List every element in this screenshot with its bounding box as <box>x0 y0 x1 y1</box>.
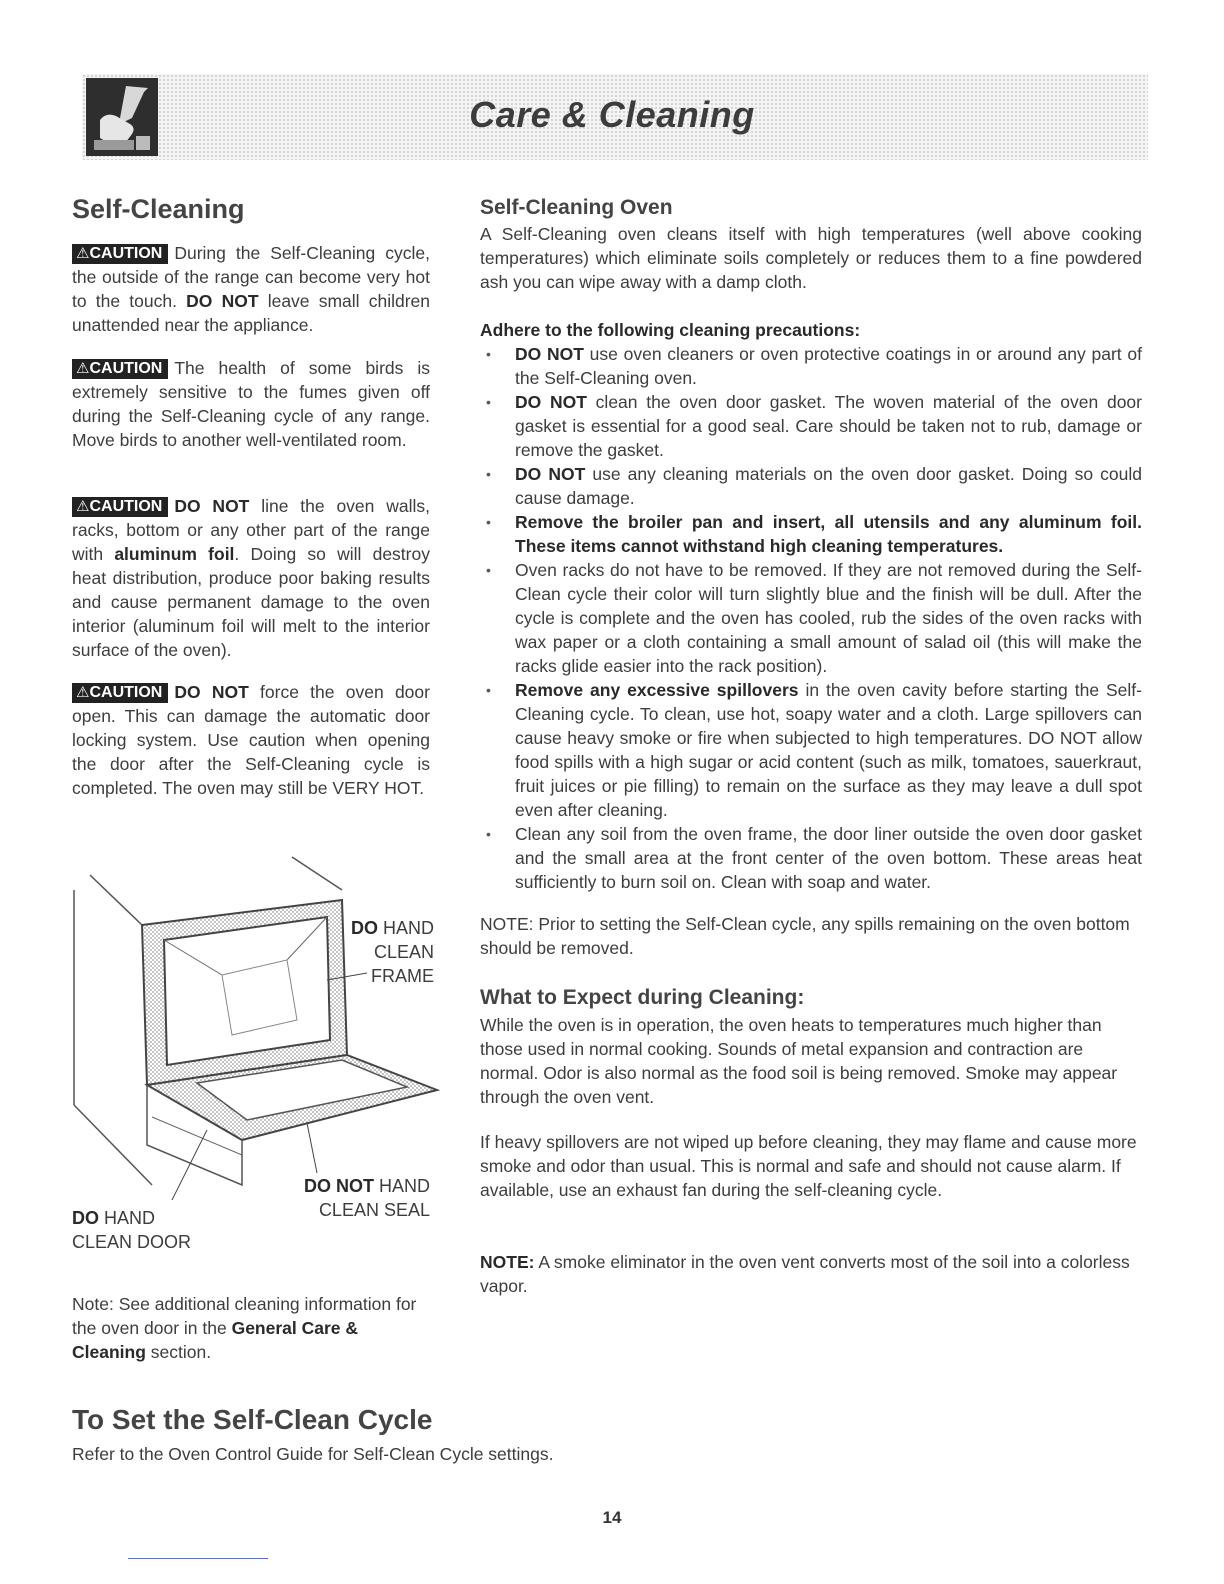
list-item: • Clean any soil from the oven frame, the door liner outside the oven door gasket and the small area at the front center of the oven bottom. These areas heat sufficiently to burn soil on. Clean with soap and water. <box>480 822 1142 894</box>
precautions-list <box>480 342 1142 894</box>
oven-door-diagram <box>72 855 442 1200</box>
self-cleaning-heading: Self-Cleaning <box>72 194 245 224</box>
set-self-clean-heading: To Set the Self-Clean Cycle <box>72 1404 433 1435</box>
set-self-clean-text: Refer to the Oven Control Guide for Self-Clean Cycle settings. <box>72 1444 554 1464</box>
list-item: • DO NOT use oven cleaners or oven protective coatings in or around any part of the Self-Cleaning oven. <box>480 342 1142 390</box>
label-hand-clean-frame: DO HAND CLEAN FRAME <box>350 918 434 986</box>
caution-paragraph-4: ⚠CAUTION DO NOT force the oven door open. This can damage the automatic door locking system. Use caution when opening the door after the Self-Cleaning cycle is completed. The oven may still be VERY HOT. <box>72 682 430 798</box>
label-do-not-clean-seal: DO NOT HAND CLEAN SEAL <box>303 1176 430 1220</box>
caution-badge: ⚠CAUTION <box>72 359 168 379</box>
list-item: • Oven racks do not have to be removed. If they are not removed during the Self-Clean cycle their color will turn slightly blue and the finish will be dull. After the cycle is complete and the oven has cooled, rub the sides of the oven racks with wax paper or a cloth containing a small amount of salad oil (this will make the racks glide easier into the rack position). <box>480 558 1142 678</box>
what-to-expect-heading: What to Expect during Cleaning: <box>480 986 805 1009</box>
caution-paragraph-2: ⚠CAUTION The health of some birds is extremely sensitive to the fumes given off during the Self-Cleaning cycle of any range. Move birds to another well-ventilated room. <box>72 358 430 450</box>
note-spills: NOTE: Prior to setting the Self-Clean cycle, any spills remaining on the oven bottom should be removed. <box>480 914 1130 958</box>
footer-rule <box>128 1558 268 1559</box>
warning-triangle-icon: ⚠ <box>76 360 90 377</box>
list-item: • Remove any excessive spillovers in the oven cavity before starting the Self-Cleaning cycle. To clean, use hot, soapy water and a cloth. Large spillovers can cause heavy smoke or fire when subjected to high temperatures. DO NOT allow food spills with a high sugar or acid content (such as milk, tomatoes, sauerkraut, fruit juices or pie filling) to remain on the surface as they may leave a dull spot even after cleaning. <box>480 678 1142 822</box>
warning-triangle-icon: ⚠ <box>76 684 90 701</box>
expect-paragraph-1: While the oven is in operation, the oven heats to temperatures much higher than those used in normal cooking. Sounds of metal expansion and contraction are normal. Odor is also normal as the food soil is being removed. Smoke may appear through the oven vent. <box>480 1015 1118 1107</box>
caution-paragraph-3: ⚠CAUTION DO NOT line the oven walls, racks, bottom or any other part of the range with aluminum foil. Doing so will destroy heat distribution, produce poor baking results and cause permanent damage to the oven interior (aluminum foil will melt to the interior surface of the oven). <box>72 496 430 660</box>
caution-badge: ⚠CAUTION <box>72 683 168 703</box>
label-hand-clean-door: DO HAND CLEAN DOOR <box>72 1208 192 1252</box>
precautions-heading: Adhere to the following cleaning precautions: <box>480 320 861 340</box>
expect-paragraph-2: If heavy spillovers are not wiped up before cleaning, they may flame and cause more smoke and odor than usual. This is normal and safe and should not cause alarm. If available, use an exhaust fan during the self-cleaning cycle. <box>480 1132 1137 1200</box>
page-number: 14 <box>602 1508 622 1527</box>
note-smoke-eliminator: NOTE: A smoke eliminator in the oven vent converts most of the soil into a colorless vapor. <box>480 1252 1130 1296</box>
list-item: • Remove the broiler pan and insert, all utensils and any aluminum foil. These items cannot withstand high cleaning temperatures. <box>480 510 1142 558</box>
intro-paragraph: A Self-Cleaning oven cleans itself with high temperatures (well above cooking temperatures) which eliminate soils completely or reduces them to a fine powdered ash you can wipe away with a damp cloth. <box>480 224 1142 292</box>
warning-triangle-icon: ⚠ <box>76 498 90 515</box>
page-title: Care & Cleaning <box>469 94 755 135</box>
oven-door-note: Note: See additional cleaning information for the oven door in the General Care & Cleaning section. <box>72 1294 417 1362</box>
warning-triangle-icon: ⚠ <box>76 245 90 262</box>
list-item: • DO NOT clean the oven door gasket. The woven material of the oven door gasket is essential for a good seal. Care should be taken not to rub, damage or remove the gasket. <box>480 390 1142 462</box>
list-item: • DO NOT use any cleaning materials on the oven door gasket. Doing so could cause damage. <box>480 462 1142 510</box>
caution-badge: ⚠CAUTION <box>72 497 168 517</box>
caution-badge: ⚠CAUTION <box>72 244 168 264</box>
self-cleaning-oven-heading: Self-Cleaning Oven <box>480 196 673 219</box>
caution-paragraph-1: ⚠CAUTION During the Self-Cleaning cycle, the outside of the range can become very hot to the touch. DO NOT leave small children unattended near the appliance. <box>72 243 431 335</box>
